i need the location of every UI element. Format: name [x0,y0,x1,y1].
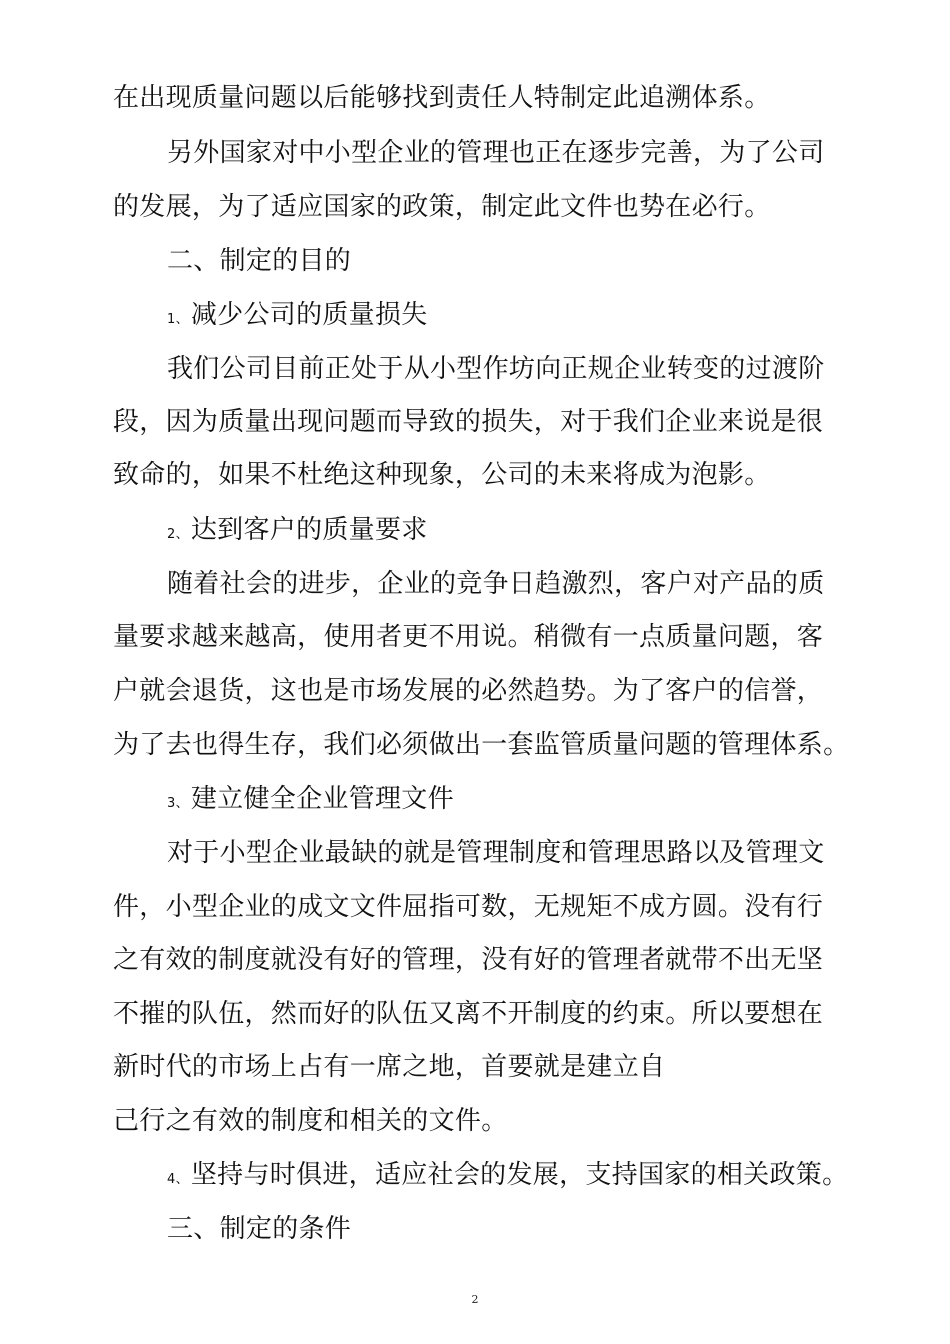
paragraph-line: 不摧的队伍，然而好的队伍又离不开制度的约束。所以要想在 [113,999,824,1029]
list-item-number: 3、 [167,796,189,811]
section-heading: 二、制定的目的 [167,246,352,276]
paragraph-line: 件，小型企业的成文文件屈指可数，无规矩不成方圆。没有行 [113,892,824,922]
paragraph-line: 户就会退货，这也是市场发展的必然趋势。为了客户的信誉， [113,676,824,706]
paragraph-line: 之有效的制度就没有好的管理，没有好的管理者就带不出无坚 [113,945,824,975]
list-item-number: 2、 [167,527,189,542]
list-item-text: 达到客户的质量要求 [190,515,428,545]
paragraph-line: 在出现质量问题以后能够找到责任人特制定此追溯体系。 [113,83,771,113]
list-item-number: 4、 [167,1172,189,1187]
paragraph-line: 新时代的市场上占有一席之地，首要就是建立自 [113,1052,666,1082]
list-item-text: 建立健全企业管理文件 [190,784,454,814]
list-item [167,515,428,545]
paragraph-line: 量要求越来越高，使用者更不用说。稍微有一点质量问题，客 [113,622,824,652]
list-item-text: 减少公司的质量损失 [190,300,428,330]
list-item [167,1160,848,1190]
list-item [167,300,428,330]
list-item-text: 坚持与时俱进，适应社会的发展，支持国家的相关政策。 [190,1160,849,1190]
paragraph-line: 我们公司目前正处于从小型作坊向正规企业转变的过渡阶 [167,354,825,384]
paragraph-line: 为了去也得生存，我们必须做出一套监管质量问题的管理体系。 [113,730,850,760]
paragraph-line: 己行之有效的制度和相关的文件。 [113,1106,508,1136]
list-item-number: 1、 [167,312,189,327]
section-heading: 三、制定的条件 [167,1214,352,1244]
paragraph-line: 另外国家对中小型企业的管理也正在逐步完善，为了公司 [167,138,825,168]
paragraph-line: 段，因为质量出现问题而导致的损失，对于我们企业来说是很 [113,407,824,437]
paragraph-line: 随着社会的进步，企业的竞争日趋激烈，客户对产品的质 [167,569,825,599]
paragraph-line: 对于小型企业最缺的就是管理制度和管理思路以及管理文 [167,838,825,868]
list-item [167,784,454,814]
page-number: 2 [471,1293,479,1306]
paragraph-line: 的发展，为了适应国家的政策，制定此文件也势在必行。 [113,192,771,222]
paragraph-line: 致命的，如果不杜绝这种现象，公司的未来将成为泡影。 [113,460,771,490]
